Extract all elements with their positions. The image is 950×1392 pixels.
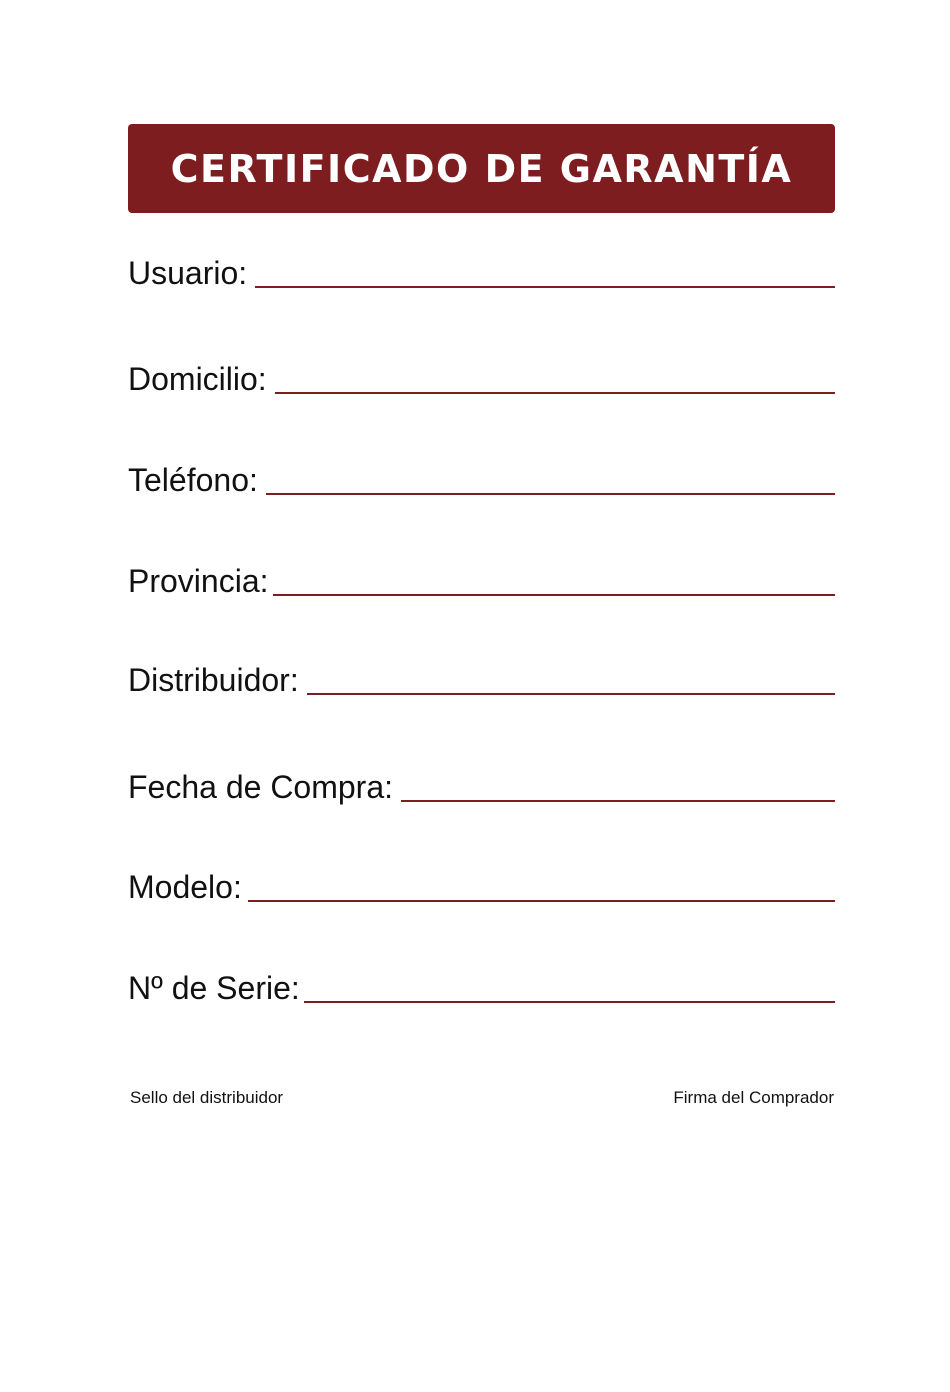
field-fecha-compra [128,769,835,805]
field-label-telefono: Teléfono: [128,462,258,498]
field-line-domicilio [275,392,835,394]
field-domicilio [128,361,835,397]
field-line-modelo [248,900,835,902]
field-modelo [128,869,835,905]
field-numero-serie [128,970,835,1006]
field-line-usuario [255,286,835,288]
field-label-modelo: Modelo: [128,869,242,905]
field-line-distribuidor [307,693,835,695]
field-provincia [128,563,835,599]
field-label-fecha-compra: Fecha de Compra: [128,769,394,805]
field-usuario [128,255,835,291]
field-telefono [128,462,835,498]
field-label-distribuidor: Distribuidor: [128,662,299,698]
field-distribuidor [128,662,835,698]
field-label-numero-serie: Nº de Serie: [128,970,300,1006]
signature-label: Firma del Comprador [673,1088,834,1107]
field-label-provincia: Provincia: [128,563,269,599]
field-line-provincia [273,594,836,596]
stamp-label: Sello del distribuidor [130,1088,284,1107]
field-label-domicilio: Domicilio: [128,361,267,397]
field-line-numero-serie [304,1001,835,1003]
certificate-title-banner [128,124,835,213]
certificate-title: CERTIFICADO DE GARANTÍA [170,146,793,191]
field-line-telefono [266,493,835,495]
field-line-fecha-compra [401,800,835,802]
field-label-usuario: Usuario: [128,255,248,291]
